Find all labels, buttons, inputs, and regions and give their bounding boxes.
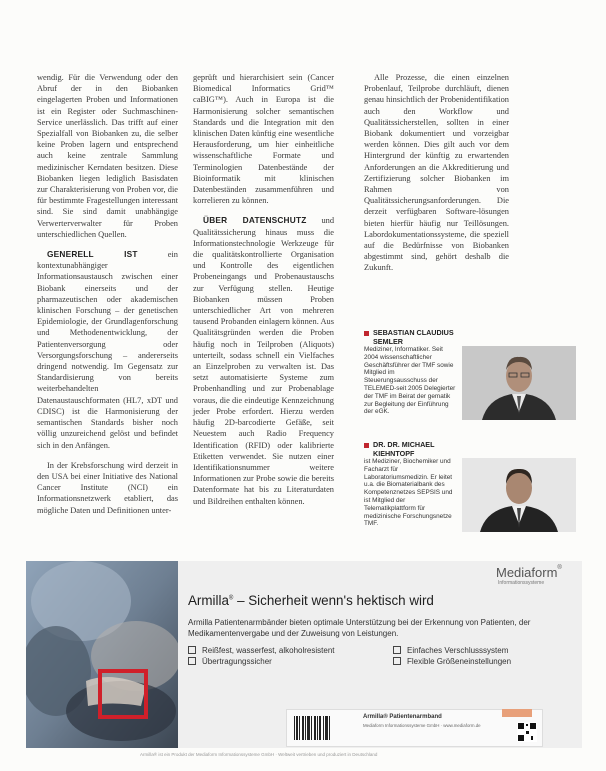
highlight-frame	[98, 669, 148, 719]
author-bio-text: Mediziner, Informatiker. Seit 2004 wissenschaftlicher Geschäftsführer der TMF sowie Mitglied im Steuerungsausschuss der TELEMED-seit 2005 Delegierter der TMF im Beirat der gematik zur Begleitung der Einführung der eGK.	[364, 346, 456, 416]
product-subtext: Mediaform Informationssysteme GmbH · www.mediaform.de	[363, 723, 481, 728]
paragraph: wendig. Für die Verwendung oder den Abruf der in den Biobanken eingelagerten Proben und Informationen ist ein Register oder Suchmaschinen-Service unerlässlich. Das trifft auf einer Spezialfall von Biobanken zu, die selber keine Proben lagern und entsprechend auch keine zentrale Sammlung medizinischer Kerndaten besitzen. Diese Biobanken liegen lediglich Basisdaten zur Charakterisierung von Proben vor, die für bestimmte Fragestellungen interessant sind. Sie sind damit unabhängige Verwerterverwalter für Proben unterschiedlichen Quellen.	[37, 73, 178, 239]
ad-footnote: Armilla® ist ein Produkt der Mediaform Informationssysteme GmbH · Weltweit vertrieben und produziert in Deutschland	[140, 752, 378, 757]
checkbox-icon	[188, 657, 196, 665]
author-name: SEBASTIAN CLAUDIUS SEMLER	[373, 328, 454, 346]
paragraph: Alle Prozesse, die einen einzelnen Probenlauf, Teilprobe durchläuft, dienen genau hinsichtlich der Probenidentifikation auch den Workflow und Qualitätssicherstellen, sollten in einer Biobank dokumentiert und vorzeigbar werden können. Dies gilt auch vor dem Hintergrund der künftig zu erwartenden Anforderungen an die Akkreditierung und Zertifizierung solcher Biobanken im Rahmen von Qualitätssicherungsanforderungen. Die derzeit verfügbaren Software-lösungen bieten hierfür häufig nur Teillösungen. Labordokumentationssysteme, die speziell auf die Bedürfnisse von Biobanken abgestimmt sind, gehört deshalb die Zukunft.	[364, 73, 509, 273]
article-column-2	[193, 72, 334, 516]
ad-photo	[26, 561, 178, 748]
checkbox-icon	[188, 646, 196, 654]
author-bio-kiehntopf	[364, 440, 596, 540]
author-photo	[462, 346, 576, 420]
barcode-icon	[293, 716, 333, 740]
author-bio-semler	[364, 328, 596, 428]
feature-item: Reißfest, wasserfest, alkoholresistent	[188, 646, 335, 655]
feature-item: Übertragungssicher	[188, 657, 272, 666]
section-lead: GENERELL IST	[47, 249, 138, 260]
feature-item: Flexible Größeneinstellungen	[393, 657, 511, 666]
author-bio-text: ist Mediziner, Biochemiker und Facharzt für Laboratoriumsmedizin. Er leitet u.a. die Biomaterialbank des Kompetenznetzes SEPSIS und ist Mitglied der Telematikplattform für medizinische Forschungsnetze TMF.	[364, 458, 453, 528]
checkbox-icon	[393, 657, 401, 665]
qr-code-icon	[517, 722, 537, 742]
bullet-square	[364, 443, 369, 448]
advertisement-armilla[interactable]	[26, 561, 582, 748]
bullet-square	[364, 331, 369, 336]
paragraph: GENERELL IST ein kontextunabhängiger Informationsaustausch zwischen einer Biobank einerseits und der pharmazeutischen oder akademischen klinischen Forschung – der genetischen Epidemiologie, der Grundlagenforschung und Methodenentwicklung, der Patientenversorgung oder Versorgungsforschung – andererseits dringend notwendig. Im Gegensatz zur Standardisierung von bereits weiterbehandelten Datenaustauschformaten (HL7, xDT und CDISC) ist die Harmonisierung der semantischen Standards bisher noch völlig unzureichend gelöst und befindet sich in den Anfängen.	[37, 249, 178, 450]
author-name: DR. DR. MICHAEL KIEHNTOPF	[373, 440, 435, 458]
product-name: Armilla® Patientenarmband	[363, 714, 442, 720]
checkbox-icon	[393, 646, 401, 654]
feature-item: Einfaches Verschlusssystem	[393, 646, 508, 655]
product-label	[286, 709, 543, 747]
paragraph: In der Krebsforschung wird derzeit in den USA bei einer Initiative des National Cancer Institute (NCI) ein Informationsnetzwerk etabliert, das mögliche Daten und Definitionen unter-	[37, 460, 178, 515]
ad-body: Armilla Patientenarmbänder bieten optimale Unterstützung bei der Erkennung von Patienten, der Medikamentenvergabe und der Zuweisung von Leistungen.	[188, 618, 531, 638]
orange-tag	[502, 709, 532, 717]
author-photo	[462, 458, 576, 532]
paragraph: geprüft und hierarchisiert sein (Cancer Biomedical Informatics Grid™ caBIG™). Auch in Europa ist die Harmonisierung solcher semantischen Standards und die Integration mit den klinischen Daten künftig eine wesentliche Herausforderung, um hier einheitliche wissenschaftliche Formate und Terminologien Datenbestände der Bioinformatik mit klinischen Datenbeständen zusammenführen und korrelieren zu können.	[193, 73, 334, 206]
mediaform-logo: Mediaform® Informationssysteme	[496, 565, 562, 586]
paragraph: ÜBER DATENSCHUTZ und Qualitätssicherung hinaus muss die Informationstechnologie Werkzeuge für die qualitätskontrollierte Organisation und Kontrolle des eigentlichen Probeneingangs und Probenaustauschs zur Verfügung stellen. Heutige Biobanken müssen Proben unterschiedlicher Art von mehreren tausend Probanden einlagern können. Aus Qualitätsgründen werden die Proben häufig noch in Teilproben (Aliquots) unterteilt, sodass schnell ein Vielfaches an Einzelproben zu verwalten ist. Das setzt automatisierte Systeme zum Probenhandling und zur Probenablage voraus, die die eindeutige Kennzeichnung jeder Probe erfordert. Hierzu werden häufig 2D-barcodierte Gefäße, seit Neuestem auch Radio Frequency Identification (RFID) oder kalibrierte Etiketten verwendet. Sie nutzen einer Identifikationsnummer weitere Informationen zur Probe sowie die bereits Datenformate hat bis zu Literaturdaten und Bildreihen enthalten können.	[193, 215, 334, 506]
article-column-1	[37, 72, 178, 525]
ad-headline: Armilla® – Sicherheit wenn's hektisch wird	[188, 593, 434, 608]
section-lead: ÜBER DATENSCHUTZ	[203, 215, 307, 226]
article-column-3	[364, 72, 509, 283]
